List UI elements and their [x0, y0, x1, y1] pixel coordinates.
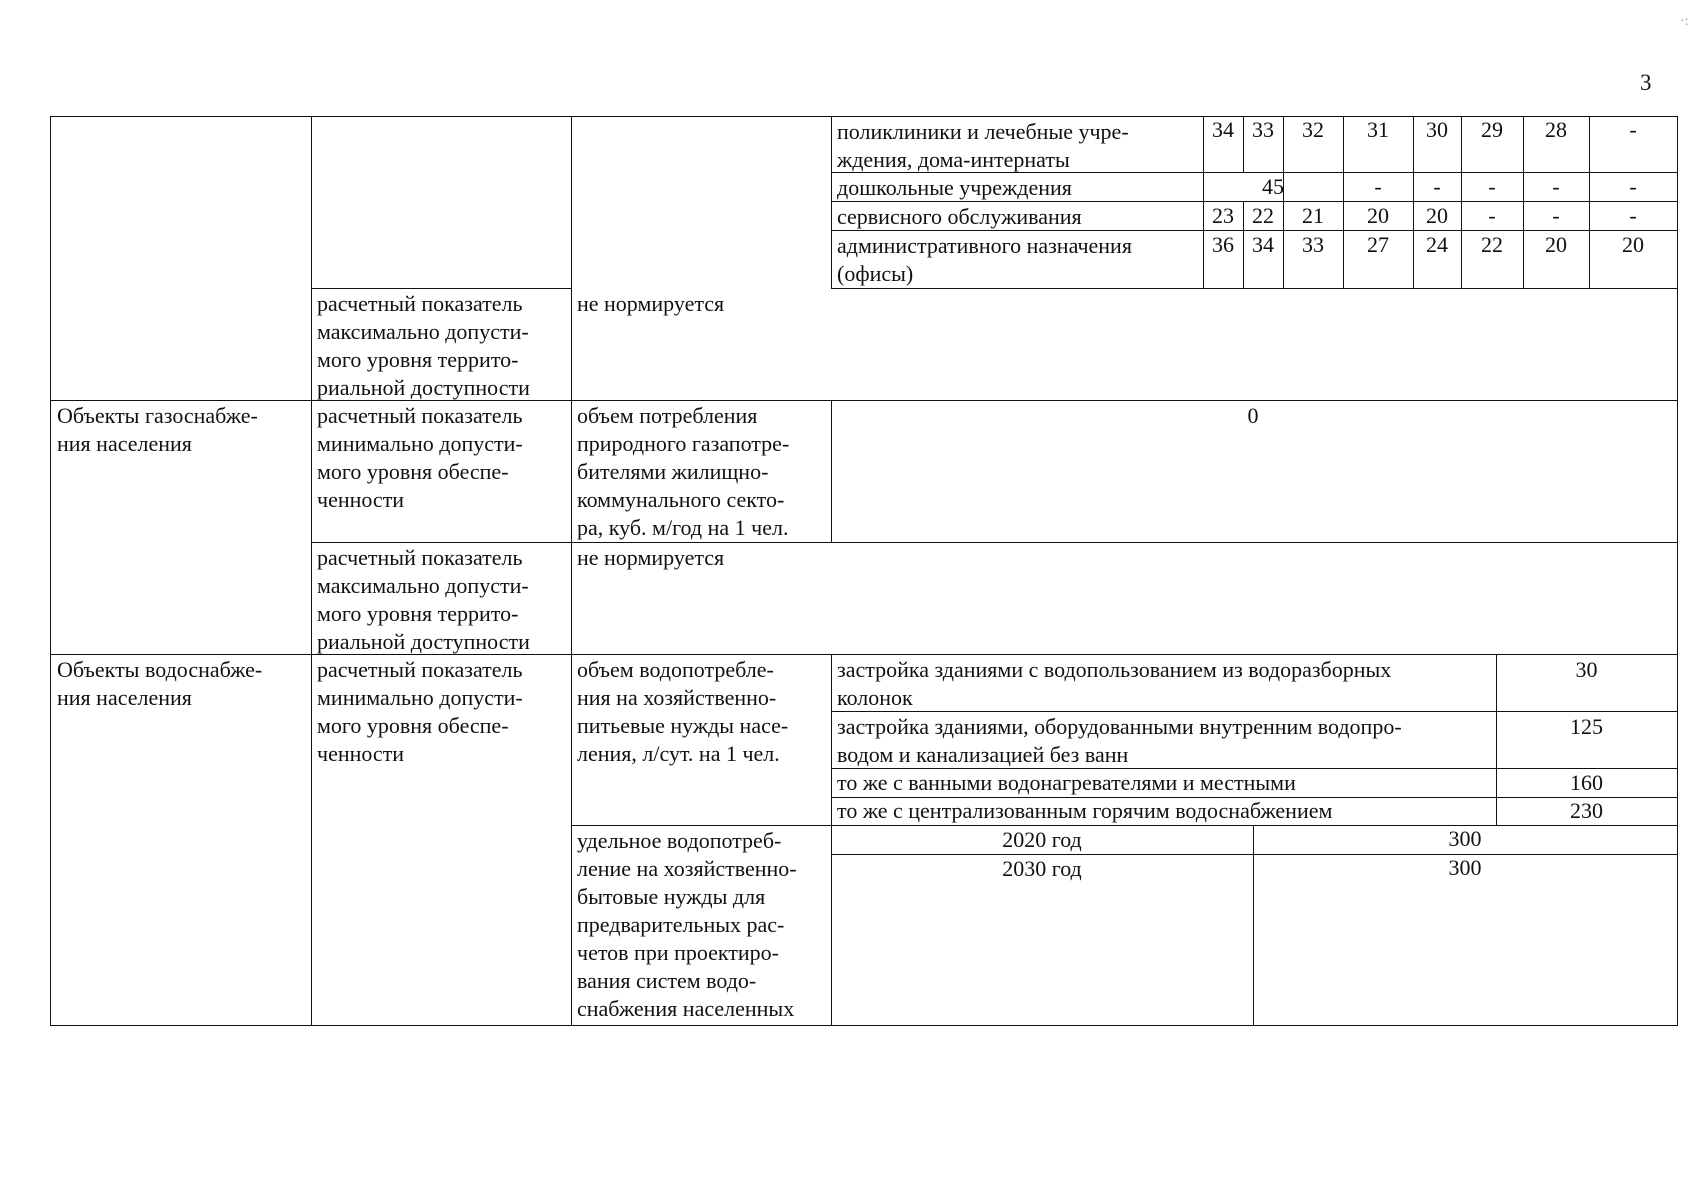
water-item-label: то же с централизованным горячим водоснабжением — [837, 798, 1333, 823]
indicator-cell: расчетный показатель максимально допусти- мого уровня террито- риальной доступности — [317, 545, 530, 654]
row-sep — [50, 400, 1678, 401]
num-cell: 36 — [1212, 232, 1234, 257]
num-cell: 20 — [1622, 232, 1644, 257]
col-sep-1 — [311, 116, 312, 1025]
water-item-value: 30 — [1575, 657, 1598, 682]
year-value: 300 — [1448, 826, 1482, 851]
water-item-label: то же с ванными водонагревателями и местными — [837, 770, 1296, 795]
num-cell: 27 — [1367, 232, 1389, 257]
parameter-cell: объем потребления природного газапотре- бителями жилищно- коммунального секто- ра, куб. м/год на 1 чел. — [577, 403, 790, 540]
num-cell: 34 — [1212, 117, 1234, 142]
num-cell: - — [1552, 174, 1560, 199]
col-sep-3b — [831, 400, 832, 543]
water-item-label: застройка зданиями с водопользованием из водоразборных колонок — [837, 657, 1392, 710]
num-cell: - — [1629, 117, 1637, 142]
year-label: 2020 год — [1002, 827, 1082, 852]
indicator-cell: расчетный показатель минимально допусти- мого уровня обеспе- ченности — [317, 657, 523, 766]
table-border-bottom — [50, 1025, 1678, 1026]
num-cell: 31 — [1367, 117, 1389, 142]
page-number: 3 — [1640, 70, 1652, 95]
parameter-cell: объем водопотребле- ния на хозяйственно- питьевые нужды насе- ления, л/сут. на 1 чел. — [577, 657, 789, 766]
num-cell: - — [1629, 203, 1637, 228]
num-cell: 23 — [1212, 203, 1234, 228]
num-cell: - — [1629, 174, 1637, 199]
specific-parameter-cell: удельное водопотреб- ление на хозяйственно- бытовые нужды для предварительных рас- четов при проектиро- вания систем водо- снабжения населенных — [577, 828, 797, 1021]
table-border-left — [50, 116, 51, 1025]
row-sep — [311, 288, 571, 289]
indicator-cell: расчетный показатель максимально допусти- мого уровня террито- риальной доступности — [317, 291, 530, 400]
row-sep — [50, 654, 1678, 655]
num-cell: 33 — [1252, 117, 1274, 142]
num-row-label: сервисного обслуживания — [837, 204, 1082, 229]
num-cell: 30 — [1426, 117, 1448, 142]
water-item-label: застройка зданиями, оборудованными внутренним водопро- водом и канализацией без ванн — [837, 714, 1402, 767]
num-cell: 22 — [1481, 232, 1503, 257]
num-cell: - — [1433, 174, 1441, 199]
object-cell: Объекты газоснабже- ния населения — [57, 403, 258, 456]
value-cell: не нормируется — [577, 291, 725, 316]
num-cell: 22 — [1252, 203, 1274, 228]
object-cell: Объекты водоснабже- ния населения — [57, 657, 263, 710]
col-sep-2 — [571, 116, 572, 1025]
num-cell: 21 — [1302, 203, 1324, 228]
water-item-value: 160 — [1570, 770, 1603, 795]
num-cell: 33 — [1302, 232, 1324, 257]
indicator-cell: расчетный показатель минимально допусти- мого уровня обеспе- ченности — [317, 403, 523, 512]
num-cell: 24 — [1426, 232, 1448, 257]
water-item-value: 230 — [1570, 798, 1603, 823]
value-cell: не нормируется — [577, 545, 725, 570]
num-cell: - — [1488, 174, 1496, 199]
num-cell: 32 — [1302, 117, 1324, 142]
num-cell: - — [1488, 203, 1496, 228]
num-cell: 20 — [1426, 203, 1448, 228]
num-cell: 34 — [1252, 232, 1274, 257]
num-cell: 28 — [1545, 117, 1567, 142]
num-row-label: поликлиники и лечебные учре- ждения, дома-интернаты — [837, 119, 1129, 172]
value-cell: 0 — [1247, 403, 1259, 428]
col-sep-3a — [831, 116, 832, 289]
water-item-value: 125 — [1570, 714, 1603, 739]
num-cell-merged: 45 — [1262, 174, 1284, 199]
num-row-label: дошкольные учреждения — [837, 175, 1072, 200]
corner-mark: ·: — [1680, 14, 1689, 29]
num-cell: 20 — [1545, 232, 1567, 257]
num-cell: 29 — [1481, 117, 1503, 142]
year-value: 300 — [1448, 855, 1482, 880]
row-sep — [311, 542, 1678, 543]
num-cell: - — [1374, 174, 1382, 199]
table-border-right — [1677, 116, 1678, 1025]
num-row-label: административного назначения (офисы) — [837, 233, 1132, 286]
num-cell: 20 — [1367, 203, 1389, 228]
num-block-bottom — [831, 288, 1677, 289]
num-cell: - — [1552, 203, 1560, 228]
year-label: 2030 год — [1002, 856, 1082, 881]
